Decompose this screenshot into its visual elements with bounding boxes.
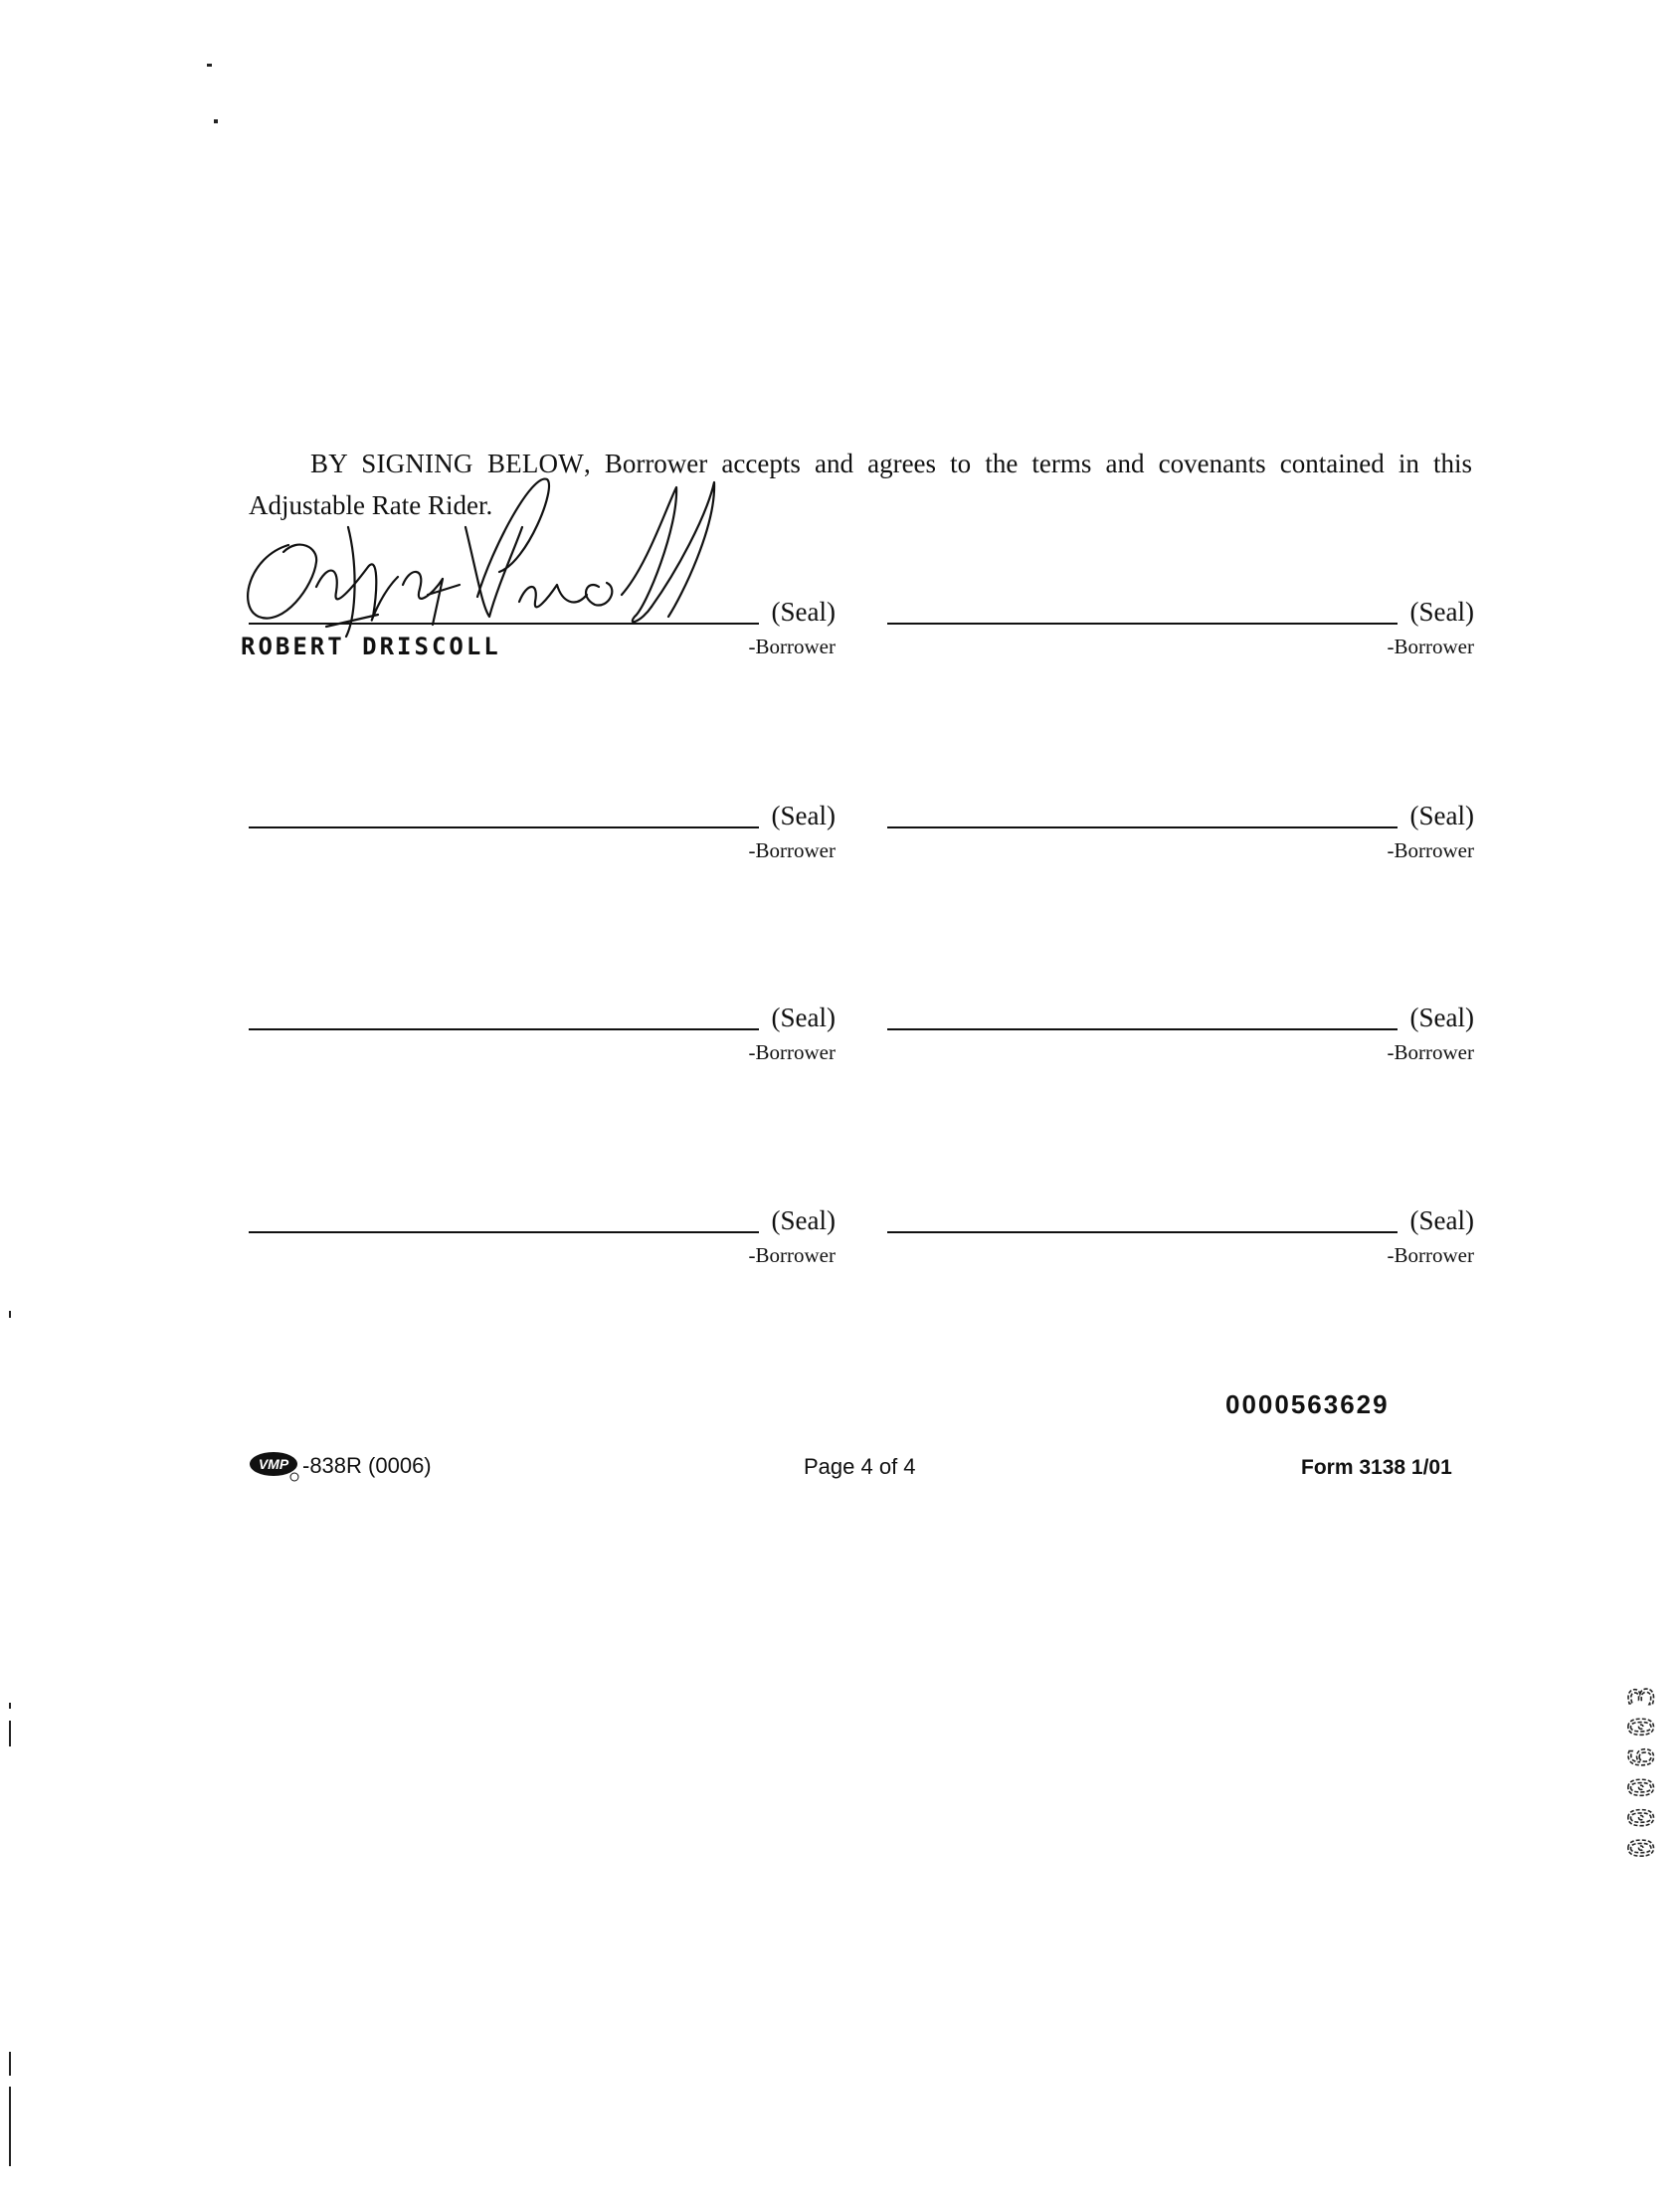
borrower-signature-block-8 [887, 1195, 1474, 1265]
borrower-label: -Borrower [1387, 838, 1474, 862]
signature-line[interactable] [249, 1028, 759, 1030]
seal-label: (Seal) [1409, 1003, 1474, 1032]
borrower-signature-block-6 [887, 993, 1474, 1062]
form-code [249, 1450, 432, 1482]
scan-speck [207, 64, 212, 67]
seal-label: (Seal) [1409, 1205, 1474, 1235]
signature-line[interactable] [249, 826, 759, 828]
scan-speck [9, 1703, 11, 1709]
svg-text:000603: 000603 [1622, 1676, 1662, 1859]
scan-speck [9, 2087, 11, 2166]
borrower-typed-name: ROBERT DRISCOLL [241, 633, 501, 660]
borrower-signature-block-4 [887, 791, 1474, 860]
borrower-label: -Borrower [748, 1040, 836, 1064]
form-number: Form 3138 1/01 [1301, 1456, 1452, 1479]
scan-speck [9, 1311, 11, 1318]
signature-line[interactable] [887, 826, 1398, 828]
page-number: Page 4 of 4 [804, 1454, 916, 1479]
svg-text:VMP: VMP [258, 1456, 289, 1472]
borrower-signature-block-7 [249, 1195, 836, 1265]
borrower-signature-block-2 [887, 587, 1474, 656]
seal-label: (Seal) [1409, 597, 1474, 627]
borrower-label: -Borrower [1387, 635, 1474, 658]
seal-label: (Seal) [771, 1003, 836, 1032]
signature-line[interactable] [887, 1231, 1398, 1233]
scan-speck [9, 1721, 11, 1746]
signature-line[interactable] [887, 1028, 1398, 1030]
seal-label: (Seal) [771, 1205, 836, 1235]
scan-speck [9, 2052, 11, 2076]
loan-number: 0000563629 [1225, 1389, 1390, 1419]
intro-caps: BY SIGNING BELOW [310, 449, 584, 478]
borrower-label: -Borrower [1387, 1243, 1474, 1267]
handwritten-signature [229, 467, 756, 637]
seal-label: (Seal) [1409, 801, 1474, 830]
form-code-label: -838R (0006) [302, 1453, 432, 1478]
scan-speck [214, 119, 218, 123]
borrower-label: -Borrower [748, 635, 836, 658]
signature-line[interactable] [887, 623, 1398, 625]
intro-rest: , Borrower accepts and agrees to the terms and covenants contained in this Adjustable Rate Rider. [249, 449, 1472, 520]
seal-label: (Seal) [771, 801, 836, 830]
borrower-signature-block-5 [249, 993, 836, 1062]
vmp-logo-icon [249, 1450, 300, 1482]
recording-stamp [1622, 1581, 1675, 1954]
borrower-label: -Borrower [748, 838, 836, 862]
borrower-label: -Borrower [1387, 1040, 1474, 1064]
borrower-label: -Borrower [748, 1243, 836, 1267]
borrower-signature-block-3 [249, 791, 836, 860]
seal-label: (Seal) [771, 597, 836, 627]
signature-line[interactable] [249, 1231, 759, 1233]
